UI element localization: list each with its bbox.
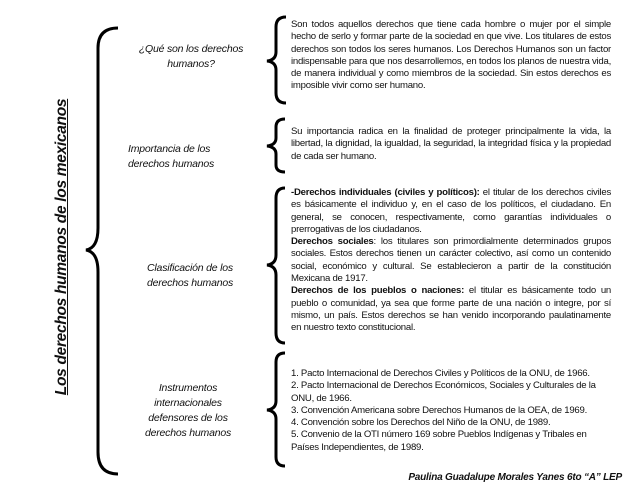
instrument-item: 1. Pacto Internacional de Derechos Civiles y Políticos de la ONU, de 1966. bbox=[291, 368, 590, 379]
classification-heading: -Derechos individuales (civiles y políticos): bbox=[291, 187, 480, 198]
classification-body: : los titulares son primordialmente determinados grupos sociales. Estos derechos tienen un carácter colectivo, así como un contenido social, económico y cultural. Se establecieron a partir de la constitución Mexicana de 1917. bbox=[291, 236, 611, 285]
category-clasificacion: Clasificación de los derechos humanos bbox=[146, 262, 234, 289]
section-4-brace bbox=[267, 353, 285, 466]
section-2-brace bbox=[267, 119, 285, 172]
classification-block-social bbox=[291, 236, 611, 285]
classification-heading: Derechos de los pueblos o naciones: bbox=[291, 285, 465, 297]
classification-text bbox=[291, 187, 611, 335]
instrument-item: 2. Pacto Internacional de Derechos Económicos, Sociales y Culturales de la ONU, de 1966. bbox=[291, 380, 596, 404]
author-footer: Paulina Guadalupe Morales Yanes 6to “A” LEP bbox=[408, 472, 622, 483]
definition-text: Son todos aquellos derechos que tiene cada hombre o mujer por el simple hecho de serlo y formar parte de la sociedad en que vive. Los titulares de estos derechos son todos los seres humanos. Los Derechos Humanos son un factor indispensable para que nos desarrollemos, en todos los planos de nuestra vida, de manera individual y como miembros de la sociedad. Sin estos derechos es imposible vivir como ser humano. bbox=[291, 19, 611, 92]
category-importancia: Importancia de los derechos humanos bbox=[128, 143, 215, 170]
instrument-item: 4. Convención sobre los Derechos del Niño de la ONU, de 1989. bbox=[291, 417, 551, 429]
section-1-brace bbox=[267, 17, 286, 103]
instrument-item: 5. Convenio de la OTI número 169 sobre Pueblos Indígenas y Tribales en Países Independientes, de 1989. bbox=[291, 429, 587, 453]
category-instrumentos: Instrumentos internacionales defensores de los derechos humanos bbox=[144, 382, 232, 439]
importance-text: Su importancia radica en la finalidad de proteger principalmente la vida, la libertad, la dignidad, la igualdad, la seguridad, la integridad física y la propiedad de cada ser humano. bbox=[291, 126, 611, 162]
classification-block-individual bbox=[291, 187, 611, 236]
category-que-son: ¿Qué son los derechos humanos? bbox=[138, 43, 244, 70]
classification-body: el titular de los derechos civiles es básicamente el individuo y, en el caso de los políticos, el ciudadano. En general, se conocen, respectivamente, como garantías individuales o prerrogativas de los ciudadanos. bbox=[291, 187, 611, 235]
main-brace bbox=[86, 28, 118, 474]
main-title: Los derechos humanos de los mexicanos bbox=[53, 98, 70, 396]
classification-body: el titular es básicamente todo un pueblo o comunidad, ya sea que forme parte de una nación o integre, por sí mismo, un país. Estos derechos se han venido incorporando paulatinamente en nuestro texto constitucional. bbox=[291, 285, 612, 334]
classification-heading: Derechos sociales bbox=[291, 236, 374, 248]
instrument-item: 3. Convención Americana sobre Derechos Humanos de la OEA, de 1969. bbox=[291, 404, 588, 416]
classification-block-pueblos bbox=[291, 285, 611, 334]
section-3-brace bbox=[267, 188, 285, 343]
instruments-list bbox=[291, 368, 613, 454]
